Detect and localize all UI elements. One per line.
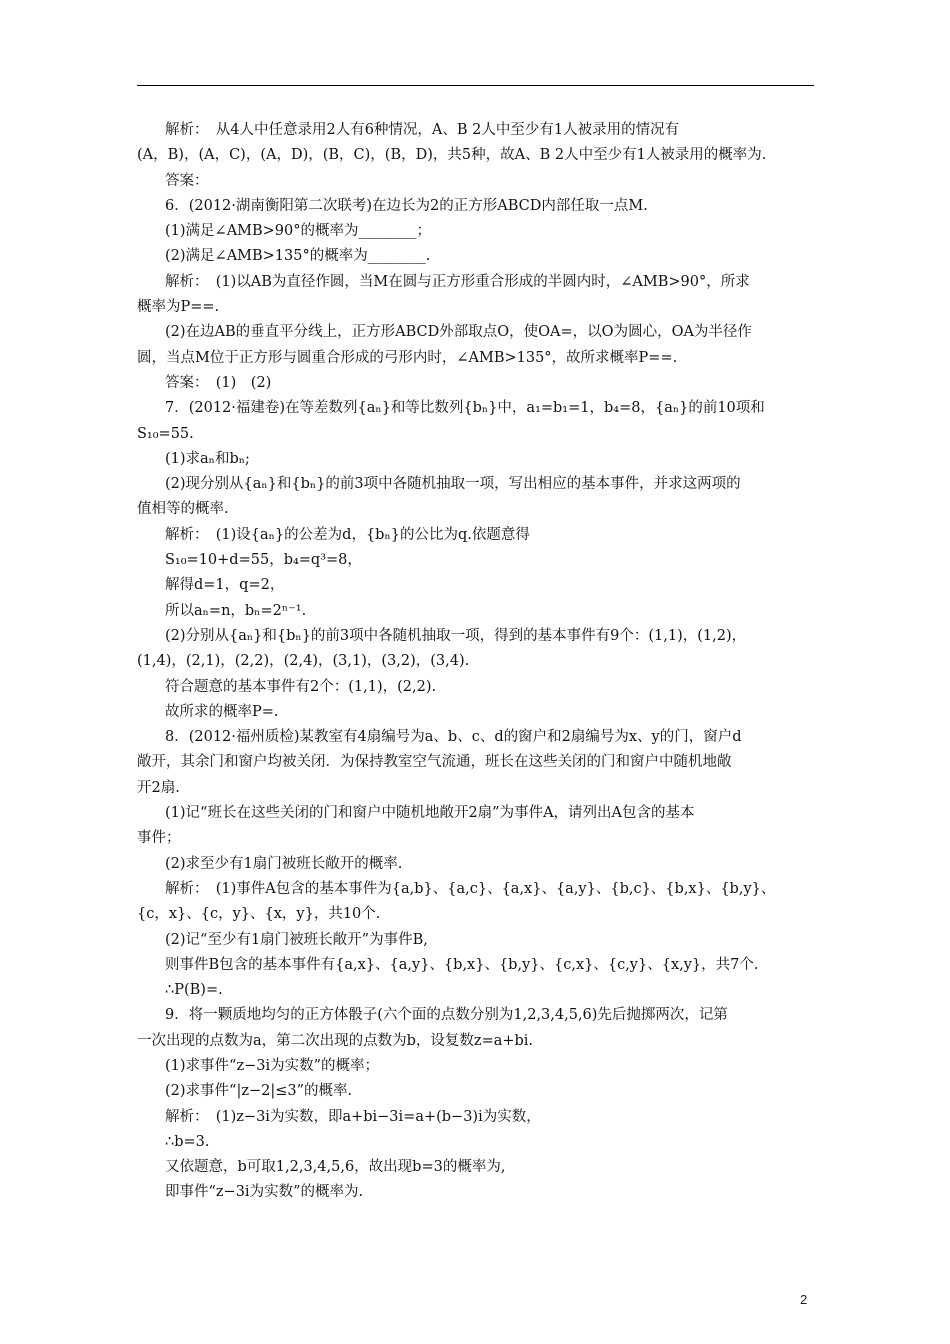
text-line: 9．将一颗质地均匀的正方体骰子(六个面的点数分别为1,2,3,4,5,6)先后抛掷两次，记第 [165, 1007, 728, 1024]
text-line: 值相等的概率. [137, 501, 229, 518]
text-line: 6．(2012·湖南衡阳第二次联考)在边长为2的正方形ABCD内部任取一点M. [165, 197, 648, 214]
text-line: 符合题意的基本事件有2个：(1,1)，(2,2). [165, 678, 437, 695]
text-line: 7．(2012·福建卷)在等差数列{aₙ}和等比数列{bₙ}中，a₁=b₁=1，b₄=8，{aₙ}的前10项和 [165, 400, 765, 417]
text-line: 解析： 从4人中任意录用2人有6种情况，A、B 2人中至少有1人被录用的情况有 [165, 122, 680, 138]
text-line: 圆，当点M位于正方形与圆重合形成的弓形内时，∠AMB>135°，故所求概率P==. [137, 349, 678, 366]
page-number: 2 [800, 1292, 808, 1307]
text-line: (1)记“班长在这些关闭的门和窗户中随机地敞开2扇”为事件A，请列出A包含的基本 [165, 805, 695, 822]
text-line: 敞开，其余门和窗户均被关闭．为保持教室空气流通，班长在这些关闭的门和窗户中随机地敞 [137, 754, 732, 771]
header-rule [137, 85, 814, 86]
text-line: (2)现分别从{aₙ}和{bₙ}的前3项中各随机抽取一项，写出相应的基本事件，并求这两项的 [165, 476, 741, 493]
text-line: 概率为P==. [137, 299, 220, 316]
text-line: 所以aₙ=n，bₙ=2ⁿ⁻¹. [165, 602, 307, 619]
text-line: 答案： [165, 172, 209, 189]
text-line: (1)求事件“z−3i为实数”的概率； [165, 1057, 380, 1074]
text-line: (2)求至少有1扇门被班长敞开的概率. [165, 855, 403, 872]
text-line: (1,4)，(2,1)，(2,2)，(2,4)，(3,1)，(3,2)，(3,4). [137, 653, 470, 670]
text-line: 答案： (1) (2) [165, 374, 272, 391]
text-line: {c，x}、{c，y}、{x，y}，共10个. [137, 906, 381, 923]
text-line: (2)记“至少有1扇门被班长敞开”为事件B, [165, 931, 428, 948]
text-line: 解得d=1，q=2， [165, 577, 285, 594]
text-line: (2)在边AB的垂直平分线上，正方形ABCD外部取点O，使OA=，以O为圆心，OA为半径作 [165, 324, 752, 341]
text-line: 事件； [137, 830, 181, 847]
text-line: (A，B)，(A，C)，(A，D)，(B，C)，(B，D)，共5种，故A、B 2人中至少有1人被录用的概率为. [137, 147, 767, 164]
text-line: 则事件B包含的基本事件有{a,x}、{a,y}、{b,x}、{b,y}、{c,x}、{c,y}、{x,y}，共7个. [165, 956, 759, 973]
text-line: 开2扇. [137, 779, 180, 796]
text-line: ∴P(B)=. [165, 982, 223, 999]
text-line: 8．(2012·福州质检)某教室有4扇编号为a、b、c、d的窗户和2扇编号为x、y的门，窗户d [165, 729, 742, 746]
text-line: (2)分别从{aₙ}和{bₙ}的前3项中各随机抽取一项，得到的基本事件有9个：(1,1)，(1,2)， [165, 627, 747, 644]
text-line: S₁₀=55. [137, 425, 194, 442]
text-line: (2)满足∠AMB>135°的概率为________. [165, 248, 431, 265]
text-line: (1)满足∠AMB>90°的概率为________； [165, 223, 432, 240]
text-line: 解析： (1)设{aₙ}的公差为d，{bₙ}的公比为q.依题意得 [165, 526, 530, 543]
text-line: 一次出现的点数为a，第二次出现的点数为b，设复数z=a+bi. [137, 1032, 534, 1049]
document-body [137, 118, 814, 1206]
text-line: 解析： (1)事件A包含的基本事件为{a,b}、{a,c}、{a,x}、{a,y}、{b,c}、{b,x}、{b,y}、 [165, 880, 776, 897]
text-line: (2)求事件“|z−2|≤3”的概率. [165, 1083, 353, 1100]
text-line: S₁₀=10+d=55，b₄=q³=8， [165, 552, 362, 569]
text-line: 故所求的概率P=. [165, 703, 279, 720]
text-line: 即事件“z−3i为实数”的概率为. [165, 1184, 364, 1201]
text-line: 解析： (1)以AB为直径作圆，当M在圆与正方形重合形成的半圆内时，∠AMB>90°，所求 [165, 273, 750, 290]
text-line: ∴b=3. [165, 1133, 210, 1150]
text-line: 解析： (1)z−3i为实数，即a+bi−3i=a+(b−3)i为实数， [165, 1108, 541, 1125]
text-line: 又依题意，b可取1,2,3,4,5,6，故出现b=3的概率为, [165, 1159, 506, 1176]
text-line: (1)求aₙ和bₙ; [165, 450, 250, 467]
